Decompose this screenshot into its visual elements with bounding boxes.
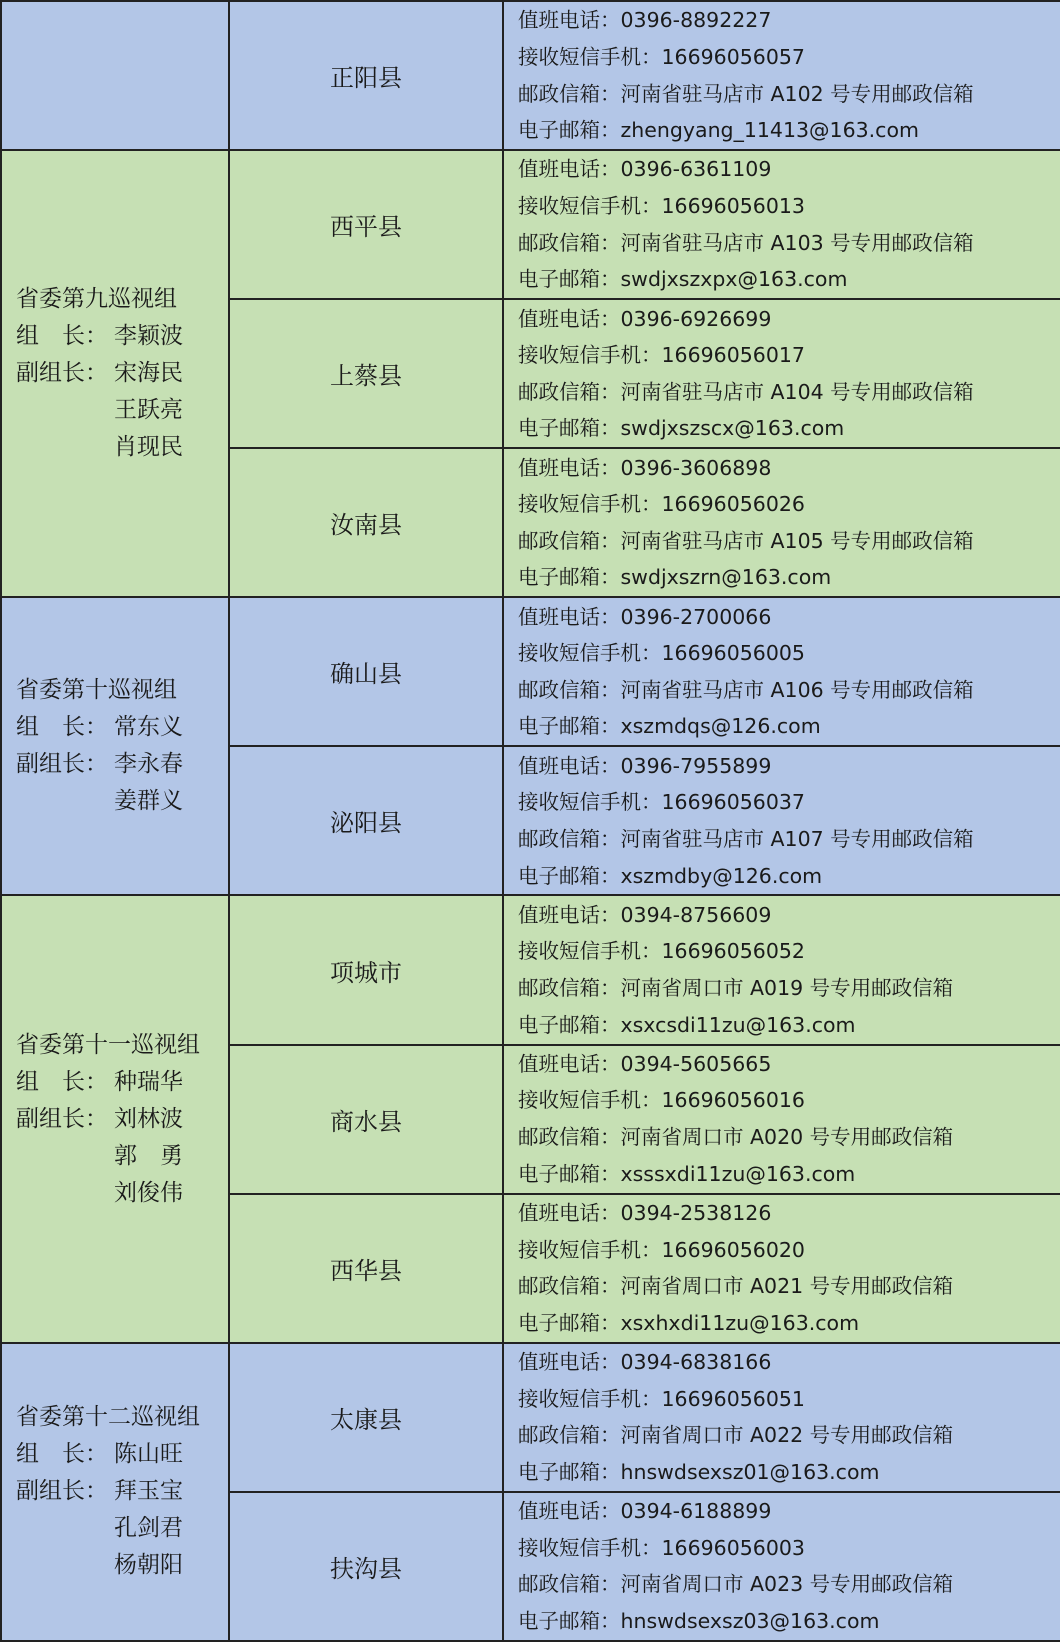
postal-box-label: 邮政信箱： bbox=[518, 1125, 621, 1150]
county-cell bbox=[229, 746, 503, 895]
deputy-name: 宋海民 bbox=[114, 360, 183, 387]
contact-cell bbox=[503, 746, 1060, 895]
group-leader-row bbox=[16, 1436, 228, 1473]
sms-phone-label: 接收短信手机： bbox=[518, 1088, 662, 1113]
duty-phone-line bbox=[518, 1046, 1060, 1083]
table-body bbox=[1, 1, 1060, 1641]
group-info bbox=[2, 1027, 228, 1212]
leader-name: 常东义 bbox=[114, 714, 183, 741]
group-title: 省委第十一巡视组 bbox=[16, 1031, 200, 1058]
deputy-name: 姜群义 bbox=[114, 788, 183, 815]
group-deputy-row bbox=[16, 392, 228, 429]
duty-phone-label: 值班电话： bbox=[518, 306, 621, 331]
sms-phone-line bbox=[518, 337, 1060, 374]
duty-phone-value: 0394-2538126 bbox=[620, 1200, 772, 1225]
county-cell bbox=[229, 1492, 503, 1641]
table-row bbox=[1, 895, 1060, 1044]
email-label: 电子邮箱： bbox=[518, 863, 621, 888]
postal-box-value: 河南省驻马店市 A105 号专用邮政信箱 bbox=[620, 528, 974, 553]
duty-phone-value: 0394-6188899 bbox=[620, 1499, 772, 1524]
deputy-name: 拜玉宝 bbox=[114, 1478, 183, 1505]
leader-label: 组 长： bbox=[16, 1068, 108, 1095]
email-line bbox=[518, 1156, 1060, 1193]
email-line bbox=[518, 261, 1060, 298]
contact-cell bbox=[503, 1, 1060, 150]
email-label: 电子邮箱： bbox=[518, 714, 621, 739]
deputy-name: 王跃亮 bbox=[114, 397, 183, 424]
contact-cell bbox=[503, 1194, 1060, 1343]
deputy-name: 刘俊伟 bbox=[114, 1179, 183, 1206]
leader-name: 种瑞华 bbox=[114, 1068, 183, 1095]
email-value: swdjxszscx@163.com bbox=[620, 416, 845, 441]
contact-details bbox=[504, 301, 1060, 447]
county-cell bbox=[229, 1194, 503, 1343]
contact-details bbox=[504, 599, 1060, 745]
group-deputy-row bbox=[16, 429, 228, 466]
contact-cell bbox=[503, 299, 1060, 448]
postal-box-value: 河南省驻马店市 A104 号专用邮政信箱 bbox=[620, 379, 974, 404]
duty-phone-label: 值班电话： bbox=[518, 753, 621, 778]
county-cell bbox=[229, 150, 503, 299]
contact-details bbox=[504, 897, 1060, 1043]
duty-phone-line bbox=[518, 1344, 1060, 1381]
email-line bbox=[518, 1305, 1060, 1342]
email-label: 电子邮箱： bbox=[518, 1459, 621, 1484]
postal-box-value: 河南省周口市 A020 号专用邮政信箱 bbox=[620, 1125, 954, 1150]
duty-phone-line bbox=[518, 1493, 1060, 1530]
sms-phone-label: 接收短信手机： bbox=[518, 44, 662, 69]
table-row bbox=[1, 1343, 1060, 1492]
duty-phone-value: 0396-6361109 bbox=[620, 157, 772, 182]
sms-phone-line bbox=[518, 486, 1060, 523]
email-line bbox=[518, 858, 1060, 895]
postal-box-line bbox=[518, 821, 1060, 858]
deputy-indent bbox=[16, 392, 114, 429]
leader-name: 李颖波 bbox=[114, 323, 183, 350]
postal-box-value: 河南省驻马店市 A106 号专用邮政信箱 bbox=[620, 677, 974, 702]
postal-box-value: 河南省周口市 A019 号专用邮政信箱 bbox=[620, 976, 954, 1000]
group-info bbox=[2, 281, 228, 466]
deputy-indent bbox=[16, 1510, 114, 1547]
email-line bbox=[518, 559, 1060, 596]
county-name: 确山县 bbox=[330, 660, 402, 689]
postal-box-line bbox=[518, 1268, 1060, 1305]
county-name: 扶沟县 bbox=[330, 1554, 402, 1583]
group-info bbox=[2, 1399, 228, 1584]
postal-box-line bbox=[518, 1417, 1060, 1454]
email-label: 电子邮箱： bbox=[518, 416, 621, 441]
deputy-indent bbox=[16, 429, 114, 466]
postal-box-value: 河南省驻马店市 A107 号专用邮政信箱 bbox=[620, 826, 974, 851]
duty-phone-label: 值班电话： bbox=[518, 455, 621, 480]
sms-phone-value: 16696056052 bbox=[661, 939, 805, 964]
deputy-indent bbox=[16, 783, 114, 820]
email-label: 电子邮箱： bbox=[518, 1161, 621, 1186]
postal-box-label: 邮政信箱： bbox=[518, 379, 621, 404]
email-line bbox=[518, 112, 1060, 149]
duty-phone-line bbox=[518, 748, 1060, 785]
email-value: hnswdsexsz03@163.com bbox=[620, 1608, 880, 1633]
group-deputy-row bbox=[16, 355, 228, 392]
postal-box-label: 邮政信箱： bbox=[518, 1274, 621, 1299]
sms-phone-line bbox=[518, 933, 1060, 970]
contact-details bbox=[504, 1046, 1060, 1192]
deputy-name: 肖现民 bbox=[114, 434, 183, 461]
county-cell bbox=[229, 1343, 503, 1492]
deputy-label: 副组长： bbox=[16, 360, 108, 387]
sms-phone-value: 16696056026 bbox=[661, 492, 805, 517]
sms-phone-label: 接收短信手机： bbox=[518, 1535, 662, 1560]
leader-name: 陈山旺 bbox=[114, 1441, 183, 1468]
contact-details bbox=[504, 1344, 1060, 1490]
sms-phone-label: 接收短信手机： bbox=[518, 1237, 662, 1262]
county-name: 西华县 bbox=[330, 1256, 402, 1285]
contact-cell bbox=[503, 1045, 1060, 1194]
duty-phone-value: 0394-6838166 bbox=[620, 1350, 772, 1375]
table-row bbox=[1, 150, 1060, 299]
sms-phone-line bbox=[518, 39, 1060, 76]
contact-cell bbox=[503, 1492, 1060, 1641]
contact-cell bbox=[503, 150, 1060, 299]
deputy-indent bbox=[16, 1547, 114, 1584]
duty-phone-label: 值班电话： bbox=[518, 1499, 621, 1524]
deputy-name: 郭 勇 bbox=[114, 1142, 183, 1169]
sms-phone-value: 16696056037 bbox=[661, 790, 805, 815]
postal-box-label: 邮政信箱： bbox=[518, 677, 621, 702]
county-name: 正阳县 bbox=[330, 64, 402, 93]
group-title: 省委第十巡视组 bbox=[16, 677, 177, 704]
duty-phone-value: 0396-8892227 bbox=[620, 8, 772, 33]
county-name: 上蔡县 bbox=[330, 362, 402, 391]
county-name: 汝南县 bbox=[330, 511, 402, 540]
duty-phone-line bbox=[518, 151, 1060, 188]
group-cell bbox=[1, 1343, 229, 1641]
email-value: xszmdby@126.com bbox=[620, 863, 823, 888]
group-title: 省委第十二巡视组 bbox=[16, 1404, 200, 1431]
deputy-name: 杨朝阳 bbox=[114, 1552, 183, 1579]
contact-details bbox=[504, 450, 1060, 596]
group-leader-row bbox=[16, 1064, 228, 1101]
sms-phone-value: 16696056020 bbox=[661, 1237, 805, 1262]
group-title: 省委第九巡视组 bbox=[16, 286, 177, 313]
duty-phone-label: 值班电话： bbox=[518, 8, 621, 33]
sms-phone-value: 16696056051 bbox=[661, 1386, 805, 1411]
email-label: 电子邮箱： bbox=[518, 118, 621, 143]
email-value: zhengyang_11413@163.com bbox=[620, 118, 919, 143]
deputy-label: 副组长： bbox=[16, 1105, 108, 1132]
table-row bbox=[1, 1, 1060, 150]
deputy-name: 刘林波 bbox=[114, 1105, 183, 1132]
email-value: xszmdqs@126.com bbox=[620, 714, 821, 739]
county-cell bbox=[229, 1, 503, 150]
county-cell bbox=[229, 448, 503, 597]
sms-phone-line bbox=[518, 1082, 1060, 1119]
county-cell bbox=[229, 1045, 503, 1194]
postal-box-label: 邮政信箱： bbox=[518, 976, 621, 1000]
postal-box-label: 邮政信箱： bbox=[518, 826, 621, 851]
email-value: swdjxszxpx@163.com bbox=[620, 267, 848, 292]
group-deputy-row bbox=[16, 1101, 228, 1138]
email-value: xsssxdi11zu@163.com bbox=[620, 1161, 856, 1186]
sms-phone-label: 接收短信手机： bbox=[518, 194, 662, 219]
duty-phone-value: 0396-6926699 bbox=[620, 306, 772, 331]
sms-phone-value: 16696056005 bbox=[661, 641, 805, 666]
group-deputy-row bbox=[16, 1138, 228, 1175]
sms-phone-value: 16696056057 bbox=[661, 44, 805, 69]
county-cell bbox=[229, 299, 503, 448]
postal-box-label: 邮政信箱： bbox=[518, 230, 621, 255]
group-deputy-row bbox=[16, 1510, 228, 1547]
postal-box-line bbox=[518, 374, 1060, 411]
postal-box-line bbox=[518, 523, 1060, 560]
email-label: 电子邮箱： bbox=[518, 1608, 621, 1633]
deputy-name: 孔剑君 bbox=[114, 1515, 183, 1542]
email-value: swdjxszrn@163.com bbox=[620, 565, 832, 590]
contact-cell bbox=[503, 597, 1060, 746]
postal-box-line bbox=[518, 225, 1060, 262]
sms-phone-value: 16696056016 bbox=[661, 1088, 805, 1113]
duty-phone-label: 值班电话： bbox=[518, 604, 621, 629]
postal-box-label: 邮政信箱： bbox=[518, 1423, 621, 1448]
email-line bbox=[518, 708, 1060, 745]
table-row bbox=[1, 597, 1060, 746]
deputy-indent bbox=[16, 1138, 114, 1175]
duty-phone-label: 值班电话： bbox=[518, 1350, 621, 1375]
contact-details bbox=[504, 748, 1060, 894]
duty-phone-line bbox=[518, 450, 1060, 487]
duty-phone-label: 值班电话： bbox=[518, 1051, 621, 1076]
group-deputy-row bbox=[16, 783, 228, 820]
postal-box-label: 邮政信箱： bbox=[518, 528, 621, 553]
contact-details bbox=[504, 1195, 1060, 1341]
sms-phone-label: 接收短信手机： bbox=[518, 492, 662, 517]
duty-phone-label: 值班电话： bbox=[518, 1200, 621, 1225]
contact-details bbox=[504, 1493, 1060, 1639]
duty-phone-line bbox=[518, 2, 1060, 39]
duty-phone-line bbox=[518, 1195, 1060, 1232]
postal-box-line bbox=[518, 1566, 1060, 1603]
county-cell bbox=[229, 597, 503, 746]
contact-cell bbox=[503, 895, 1060, 1044]
group-deputy-row bbox=[16, 1473, 228, 1510]
leader-label: 组 长： bbox=[16, 714, 108, 741]
sms-phone-label: 接收短信手机： bbox=[518, 641, 662, 666]
duty-phone-line bbox=[518, 301, 1060, 338]
duty-phone-line bbox=[518, 599, 1060, 636]
postal-box-label: 邮政信箱： bbox=[518, 1572, 621, 1597]
duty-phone-line bbox=[518, 897, 1060, 934]
deputy-indent bbox=[16, 1175, 114, 1212]
county-name: 项城市 bbox=[330, 958, 402, 987]
sms-phone-line bbox=[518, 784, 1060, 821]
duty-phone-value: 0394-8756609 bbox=[620, 902, 772, 927]
county-name: 泌阳县 bbox=[330, 809, 402, 838]
sms-phone-label: 接收短信手机： bbox=[518, 790, 662, 815]
deputy-name: 李永春 bbox=[114, 751, 183, 778]
duty-phone-value: 0394-5605665 bbox=[620, 1051, 772, 1076]
duty-phone-value: 0396-7955899 bbox=[620, 753, 772, 778]
sms-phone-value: 16696056003 bbox=[661, 1535, 805, 1560]
email-label: 电子邮箱： bbox=[518, 1310, 621, 1335]
group-cell bbox=[1, 150, 229, 597]
county-name: 西平县 bbox=[330, 213, 402, 242]
deputy-label: 副组长： bbox=[16, 1478, 108, 1505]
postal-box-value: 河南省驻马店市 A102 号专用邮政信箱 bbox=[620, 81, 974, 106]
county-cell bbox=[229, 895, 503, 1044]
deputy-label: 副组长： bbox=[16, 751, 108, 778]
leader-label: 组 长： bbox=[16, 323, 108, 350]
email-line bbox=[518, 1454, 1060, 1491]
sms-phone-label: 接收短信手机： bbox=[518, 1386, 662, 1411]
email-line bbox=[518, 1007, 1060, 1044]
email-value: xsxcsdi11zu@163.com bbox=[620, 1012, 856, 1037]
email-label: 电子邮箱： bbox=[518, 1012, 621, 1037]
postal-box-value: 河南省周口市 A023 号专用邮政信箱 bbox=[620, 1572, 954, 1597]
postal-box-line bbox=[518, 672, 1060, 709]
duty-phone-value: 0396-2700066 bbox=[620, 604, 772, 629]
postal-box-line bbox=[518, 1119, 1060, 1156]
sms-phone-value: 16696056013 bbox=[661, 194, 805, 219]
sms-phone-line bbox=[518, 1381, 1060, 1418]
postal-box-value: 河南省周口市 A021 号专用邮政信箱 bbox=[620, 1274, 954, 1299]
group-deputy-row bbox=[16, 746, 228, 783]
sms-phone-line bbox=[518, 635, 1060, 672]
group-deputy-row bbox=[16, 1175, 228, 1212]
sms-phone-line bbox=[518, 1232, 1060, 1269]
duty-phone-value: 0396-3606898 bbox=[620, 455, 772, 480]
group-cell bbox=[1, 597, 229, 895]
contact-details bbox=[504, 2, 1060, 148]
duty-phone-label: 值班电话： bbox=[518, 157, 621, 182]
sms-phone-line bbox=[518, 1530, 1060, 1567]
email-line bbox=[518, 410, 1060, 447]
group-leader-row bbox=[16, 318, 228, 355]
email-label: 电子邮箱： bbox=[518, 565, 621, 590]
group-info bbox=[2, 672, 228, 820]
email-value: xsxhxdi11zu@163.com bbox=[620, 1310, 860, 1335]
postal-box-value: 河南省周口市 A022 号专用邮政信箱 bbox=[620, 1423, 954, 1448]
postal-box-value: 河南省驻马店市 A103 号专用邮政信箱 bbox=[620, 230, 974, 255]
postal-box-line bbox=[518, 970, 1060, 1007]
contact-cell bbox=[503, 448, 1060, 597]
postal-box-label: 邮政信箱： bbox=[518, 81, 621, 106]
contact-details bbox=[504, 151, 1060, 297]
group-leader-row bbox=[16, 709, 228, 746]
group-deputy-row bbox=[16, 1547, 228, 1584]
email-line bbox=[518, 1603, 1060, 1640]
sms-phone-value: 16696056017 bbox=[661, 343, 805, 368]
email-value: hnswdsexsz01@163.com bbox=[620, 1459, 880, 1484]
contact-cell bbox=[503, 1343, 1060, 1492]
email-label: 电子邮箱： bbox=[518, 267, 621, 292]
county-name: 太康县 bbox=[330, 1405, 402, 1434]
group-cell bbox=[1, 895, 229, 1342]
leader-label: 组 长： bbox=[16, 1441, 108, 1468]
county-name: 商水县 bbox=[330, 1107, 402, 1136]
sms-phone-label: 接收短信手机： bbox=[518, 343, 662, 368]
sms-phone-label: 接收短信手机： bbox=[518, 939, 662, 964]
postal-box-line bbox=[518, 76, 1060, 113]
sms-phone-line bbox=[518, 188, 1060, 225]
duty-phone-label: 值班电话： bbox=[518, 902, 621, 927]
group-cell bbox=[1, 1, 229, 150]
